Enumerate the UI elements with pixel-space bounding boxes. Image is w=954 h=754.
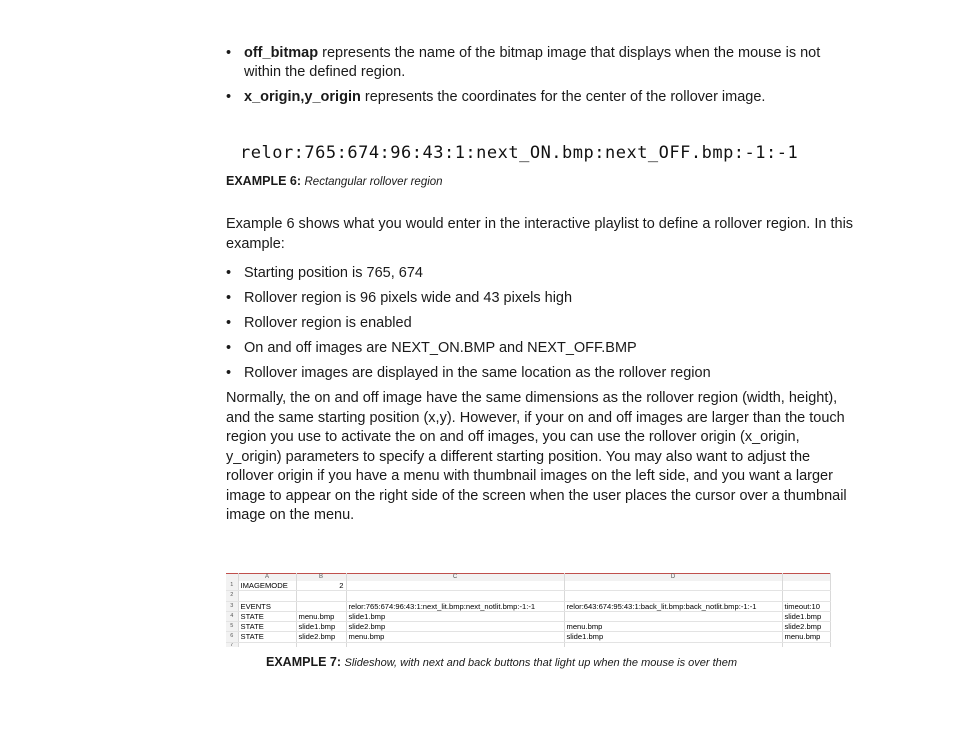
column-header: D (564, 574, 782, 582)
table-row (226, 611, 830, 621)
caption-example-6-label: EXAMPLE 6: (226, 174, 302, 188)
table-row (226, 642, 830, 647)
corner-cell (226, 574, 238, 582)
table-row (226, 622, 830, 632)
cell (296, 642, 346, 647)
bullet-origin (226, 88, 856, 107)
table-row (226, 601, 830, 611)
table-row (226, 632, 830, 642)
cell: STATE (238, 611, 296, 621)
column-header: A (238, 574, 296, 582)
cell: EVENTS (238, 601, 296, 611)
cell: menu.bmp (296, 611, 346, 621)
cell (346, 591, 564, 601)
cell: slide1.bmp (564, 632, 782, 642)
term-origin: x_origin,y_origin (244, 89, 361, 105)
cell (296, 601, 346, 611)
cell (782, 642, 830, 647)
cell: menu.bmp (564, 622, 782, 632)
cell: slide1.bmp (346, 611, 564, 621)
term-off-bitmap: off_bitmap (244, 45, 319, 61)
cell: menu.bmp (782, 632, 830, 642)
desc-off-bitmap: represents the name of the bitmap image that displays when the mouse is not within the defined region. (244, 45, 821, 80)
example-bullet: • On and off images are NEXT_ON.BMP and NEXT_OFF.BMP (226, 339, 856, 358)
row-number: 1 (226, 581, 238, 591)
cell (238, 642, 296, 647)
caption-example-6 (226, 174, 856, 188)
cell (346, 581, 564, 591)
row-number: 2 (226, 591, 238, 601)
example-bullet: • Rollover region is 96 pixels wide and 43 pixels high (226, 289, 856, 308)
document-body (226, 44, 856, 526)
parameter-list (226, 44, 856, 107)
cell: slide2.bmp (346, 622, 564, 632)
table-row (226, 581, 830, 591)
caption-example-7-text: Slideshow, with next and back buttons that light up when the mouse is over them (344, 657, 738, 669)
cell (564, 591, 782, 601)
intro-paragraph: Example 6 shows what you would enter in the interactive playlist to define a rollover region. In this example: (226, 216, 854, 252)
cell (564, 611, 782, 621)
table-row (226, 591, 830, 601)
cell: STATE (238, 622, 296, 632)
cell (564, 642, 782, 647)
cell (346, 642, 564, 647)
cell (296, 591, 346, 601)
cell: 2 (296, 581, 346, 591)
example-bullet: • Rollover region is enabled (226, 314, 856, 333)
column-header: B (296, 574, 346, 582)
column-header-row (226, 574, 830, 582)
column-header: C (346, 574, 564, 582)
cell: menu.bmp (346, 632, 564, 642)
code-example-6: relor:765:674:96:43:1:next_ON.bmp:next_OFF.bmp:-1:-1 (240, 143, 799, 163)
cell: IMAGEMODE (238, 581, 296, 591)
row-number: 7 (226, 642, 238, 647)
cell: slide2.bmp (782, 622, 830, 632)
desc-origin: represents the coordinates for the center of the rollover image. (360, 89, 766, 105)
cell (238, 591, 296, 601)
cell: relor:765:674:96:43:1:next_lit.bmp:next_notlit.bmp:-1:-1 (346, 601, 564, 611)
caption-example-7 (266, 655, 737, 669)
normally-paragraph: Normally, the on and off image have the same dimensions as the rollover region (width, height), and the same starting position (x,y). However, if your on and off images are larger than the touch region you use to activate the on and off images, you can use the rollover origin (x_origin, y_origin) parameters to specify a different starting position. You may also want to adjust the rollover origin if you have a menu with thumbnail images on the left side, and you want a larger image to appear on the right side of the screen when the user places the cursor over a thumbnail image on the menu. (226, 390, 847, 523)
caption-example-6-text: Rectangular rollover region (304, 176, 443, 188)
cell: timeout:10 (782, 601, 830, 611)
spreadsheet-table (226, 573, 831, 647)
example-bullet: • Starting position is 765, 674 (226, 264, 856, 283)
spreadsheet-screenshot (226, 573, 830, 647)
cell (782, 581, 830, 591)
example-bullet-list (226, 264, 856, 383)
row-number: 3 (226, 601, 238, 611)
cell (564, 581, 782, 591)
cell (782, 591, 830, 601)
example-bullet: • Rollover images are displayed in the same location as the rollover region (226, 364, 856, 383)
cell: STATE (238, 632, 296, 642)
row-number: 6 (226, 632, 238, 642)
cell: slide2.bmp (296, 632, 346, 642)
cell: relor:643:674:95:43:1:back_lit.bmp:back_notlit.bmp:-1:-1 (564, 601, 782, 611)
column-header (782, 574, 830, 582)
caption-example-7-label: EXAMPLE 7: (266, 655, 342, 669)
row-number: 5 (226, 622, 238, 632)
bullet-off-bitmap (226, 44, 856, 82)
row-number: 4 (226, 611, 238, 621)
cell: slide1.bmp (782, 611, 830, 621)
cell: slide1.bmp (296, 622, 346, 632)
